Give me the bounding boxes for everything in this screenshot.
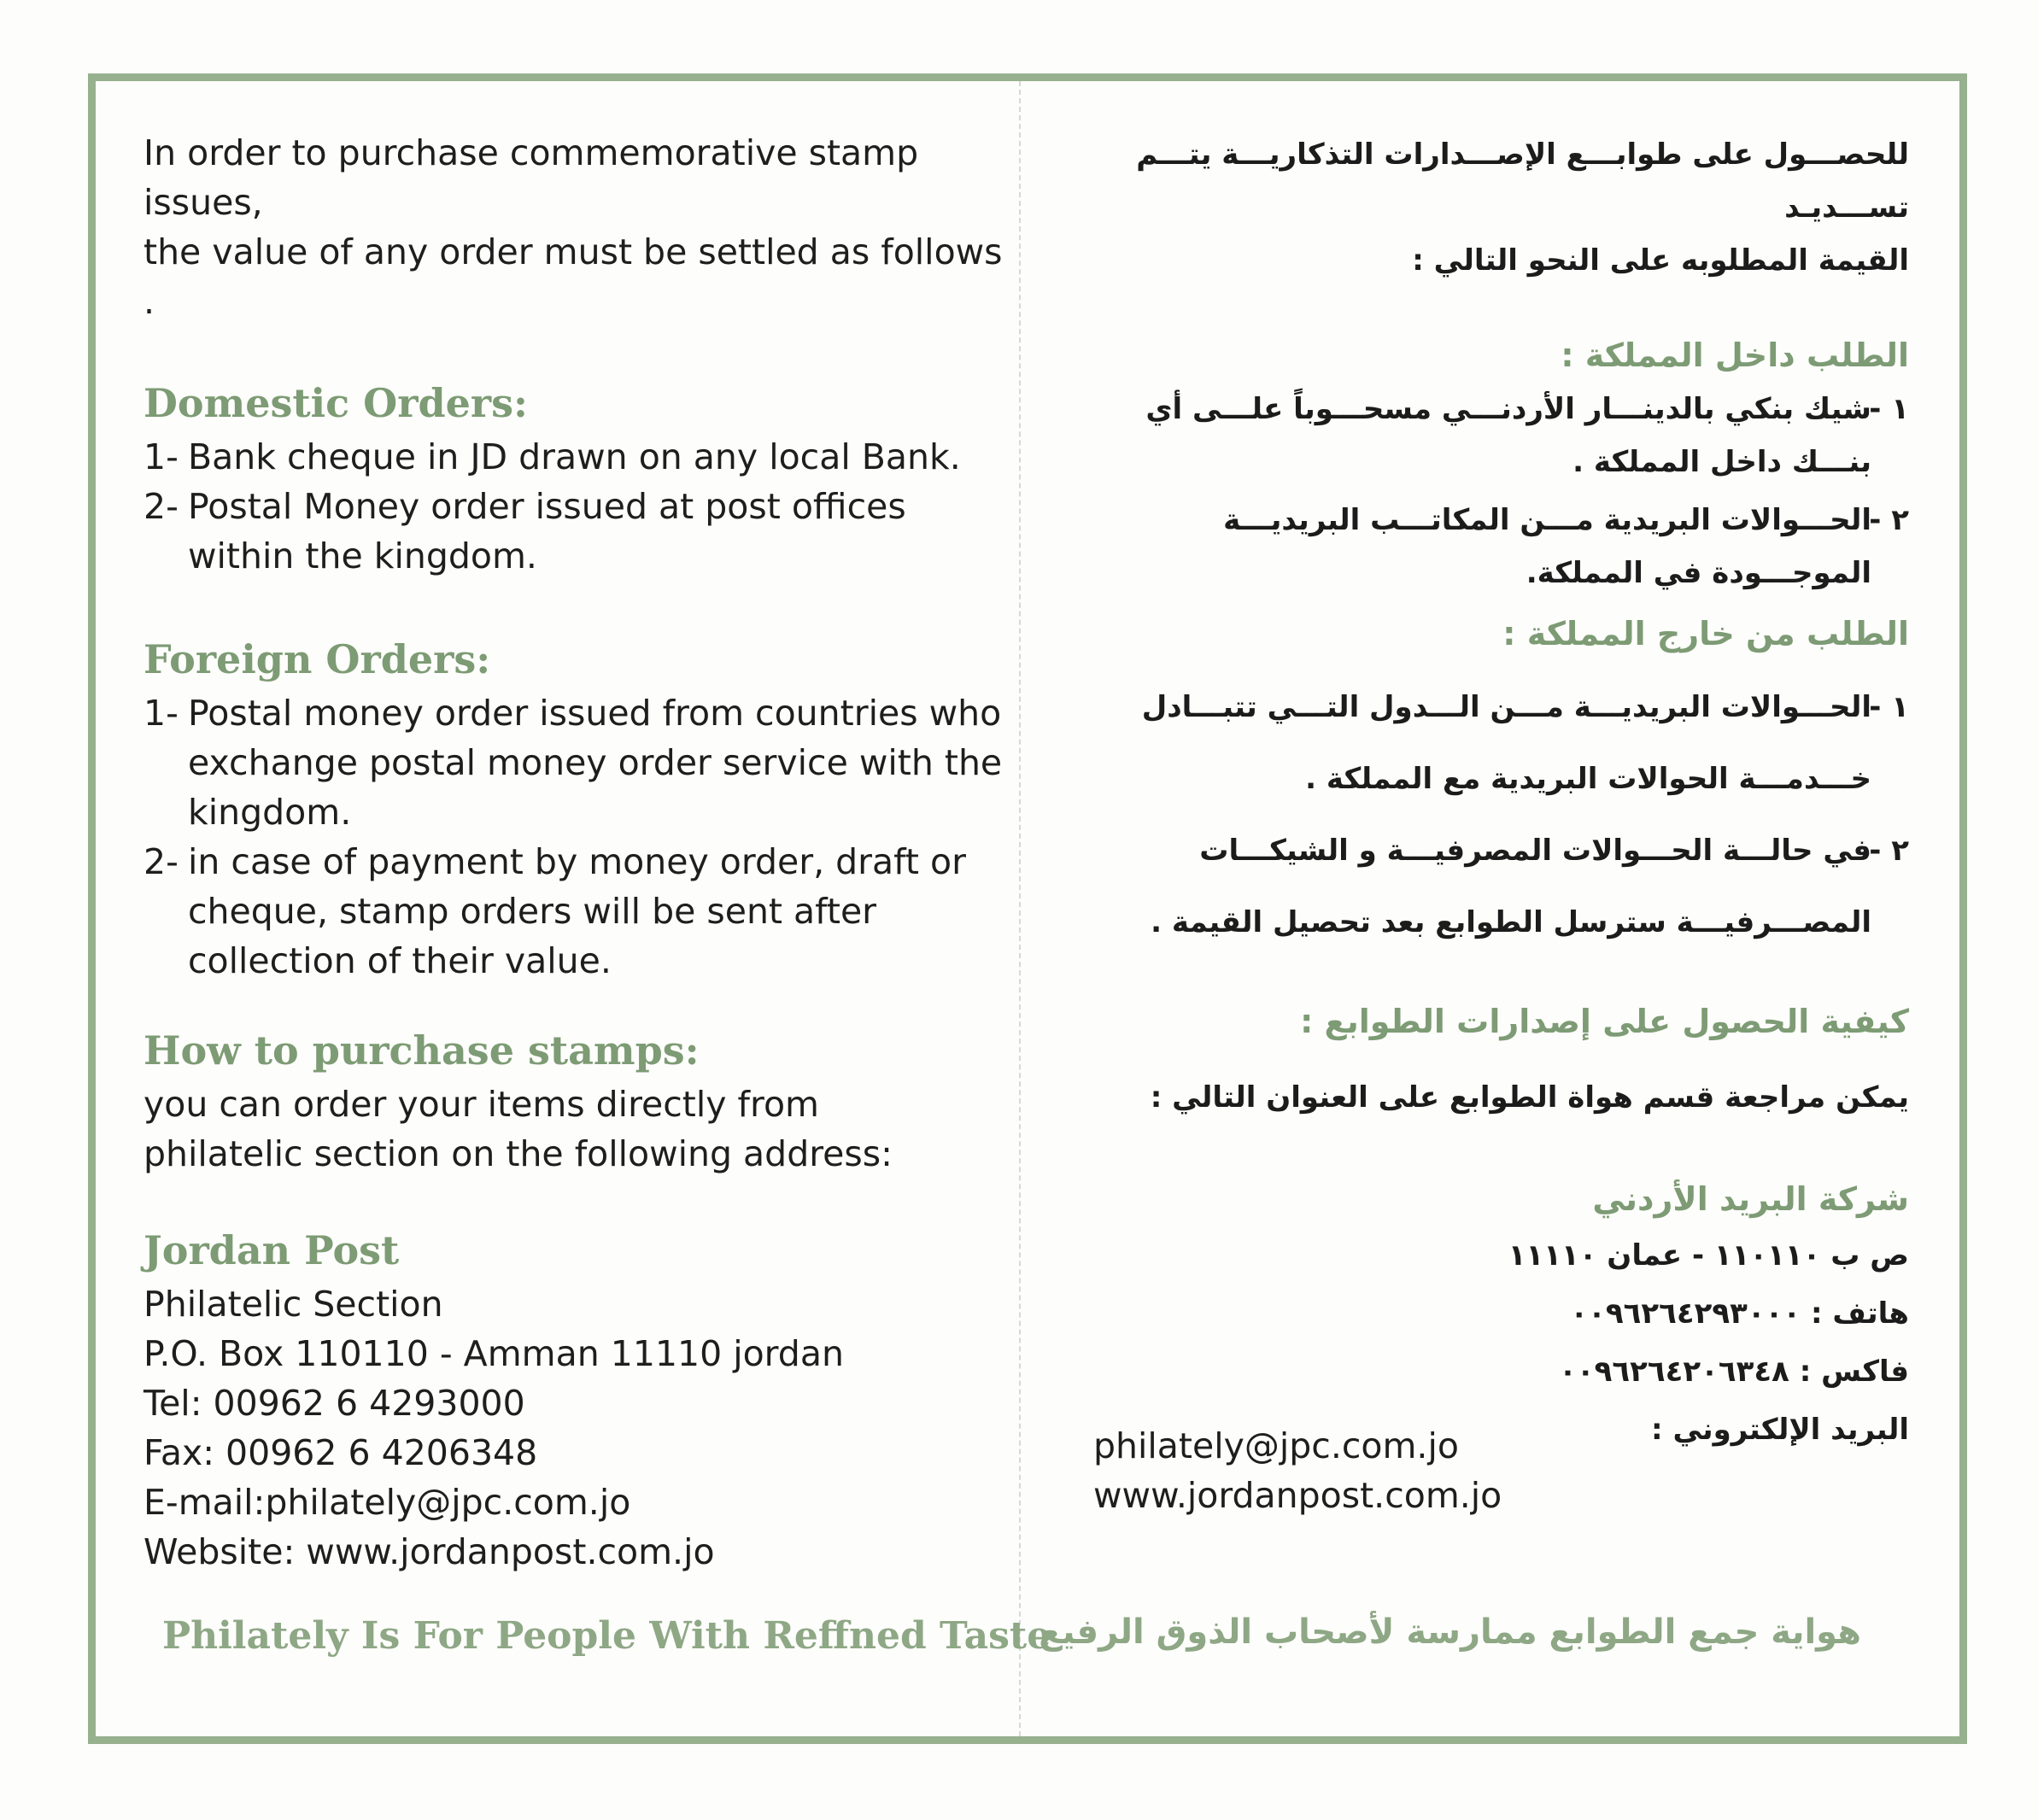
ar-intro-line-2: القيمة المطلوبه على النحو التالي : [1412,243,1909,278]
arabic-motto: هواية جمع الطوابع ممارسة لأصحاب الذوق الرفيع [1039,1612,1861,1652]
address-section: Philatelic Section [143,1284,443,1325]
ar-address-tel: هاتف : ٠٠٩٦٢٦٤٢٩٣٠٠٠ [1570,1296,1909,1331]
ar-website: www.jordanpost.com.jo [1093,1475,1502,1516]
jordan-post-heading: Jordan Post [143,1227,400,1273]
address-tel: Tel: 00962 6 4293000 [143,1383,525,1424]
list-item [1089,815,1909,958]
domestic-orders-heading: Domestic Orders: [143,380,529,426]
list-text: شيك بنكي بالدينـــار الأردنـــي مسحـــوباً علـــى أي بنـــك داخل المملكة . [1145,392,1871,479]
list-number: ١ - [1869,392,1909,426]
english-motto: Philately Is For People With Reffned Taste [162,1614,1051,1658]
list-number: 2- [143,841,179,882]
list-text: الحـــوالات البريديـــة مـــن الـــدول التـــي تتبـــادل خـــدمـــة الحوالات البريدية مع المملكة . [1141,690,1871,796]
list-text: Bank cheque in JD drawn on any local Bank. [188,436,961,477]
arabic-column [1089,128,1909,1459]
ar-email-label: البريد الإلكتروني : [1651,1413,1909,1447]
ar-domestic-heading: الطلب داخل المملكة : [1561,336,1909,374]
list-item [143,688,1015,837]
ar-address-pobox: ص ب ١١٠١١٠ - عمان ١١١١٠ [1508,1238,1909,1273]
list-text: in case of payment by money order, draft or cheque, stamp orders will be sent after collection of their value. [188,841,966,981]
how-line-2: philatelic section on the following address: [143,1133,893,1174]
ar-foreign-heading: الطلب من خارج المملكة : [1502,615,1909,653]
list-number: ١ - [1869,690,1909,724]
list-text: Postal money order issued from countries who exchange postal money order service with the kingdom. [188,693,1003,833]
domestic-orders-list [143,432,1015,581]
ar-address-fax: فاكس : ٠٠٩٦٢٦٤٢٠٦٣٤٨ [1559,1355,1909,1389]
list-text: الحـــوالات البريدية مـــن المكاتـــب البريديـــة الموجـــودة في المملكة. [1223,503,1871,590]
address-fax: Fax: 00962 6 4206348 [143,1432,538,1473]
ar-how-line-1: يمكن مراجعة قسم هواة الطوابع على العنوان التالي : [1150,1080,1909,1115]
address-email: E-mail:philately@jpc.com.jo [143,1482,631,1523]
ar-jordan-post-heading: شركة البريد الأردني [1592,1180,1909,1218]
ar-how-heading: كيفية الحصول على إصدارات الطوابع : [1300,1003,1909,1040]
list-number: ٢ - [1869,834,1909,868]
list-number: 1- [143,436,179,477]
list-number: 2- [143,486,179,527]
list-number: ٢ - [1869,503,1909,537]
intro-line-1: In order to purchase commemorative stamp issues, [143,132,919,223]
list-number: 1- [143,693,179,734]
list-item [1089,494,1909,600]
list-item [143,432,1015,482]
ar-intro-line-1: للحصـــول على طوابـــع الإصـــدارات التذكاريـــة يتـــم تســـديـد [1136,138,1909,225]
address-pobox: P.O. Box 110110 - Amman 11110 jordan [143,1333,844,1374]
list-text: Postal Money order issued at post offices within the kingdom. [188,486,906,576]
ar-email: philately@jpc.com.jo [1093,1425,1459,1466]
address-website: Website: www.jordanpost.com.jo [143,1531,715,1572]
list-item [1089,671,1909,815]
how-to-purchase-heading: How to purchase stamps: [143,1027,700,1074]
ar-contact-links [1093,1421,1502,1520]
list-text: في حالـــة الحـــوالات المصرفيـــة و الشيكـــات المصـــرفيـــة سترسل الطوابع بعد تحصيل القيمة . [1151,834,1871,939]
foreign-orders-list [143,688,1015,986]
list-item [143,482,1015,581]
list-item [143,837,1015,986]
intro-line-2: the value of any order must be settled as follows . [143,231,1003,322]
fold-line [1019,81,1021,1736]
list-item [1089,383,1909,489]
how-line-1: you can order your items directly from [143,1084,819,1125]
english-column [143,128,1015,1577]
foreign-orders-heading: Foreign Orders: [143,636,491,682]
